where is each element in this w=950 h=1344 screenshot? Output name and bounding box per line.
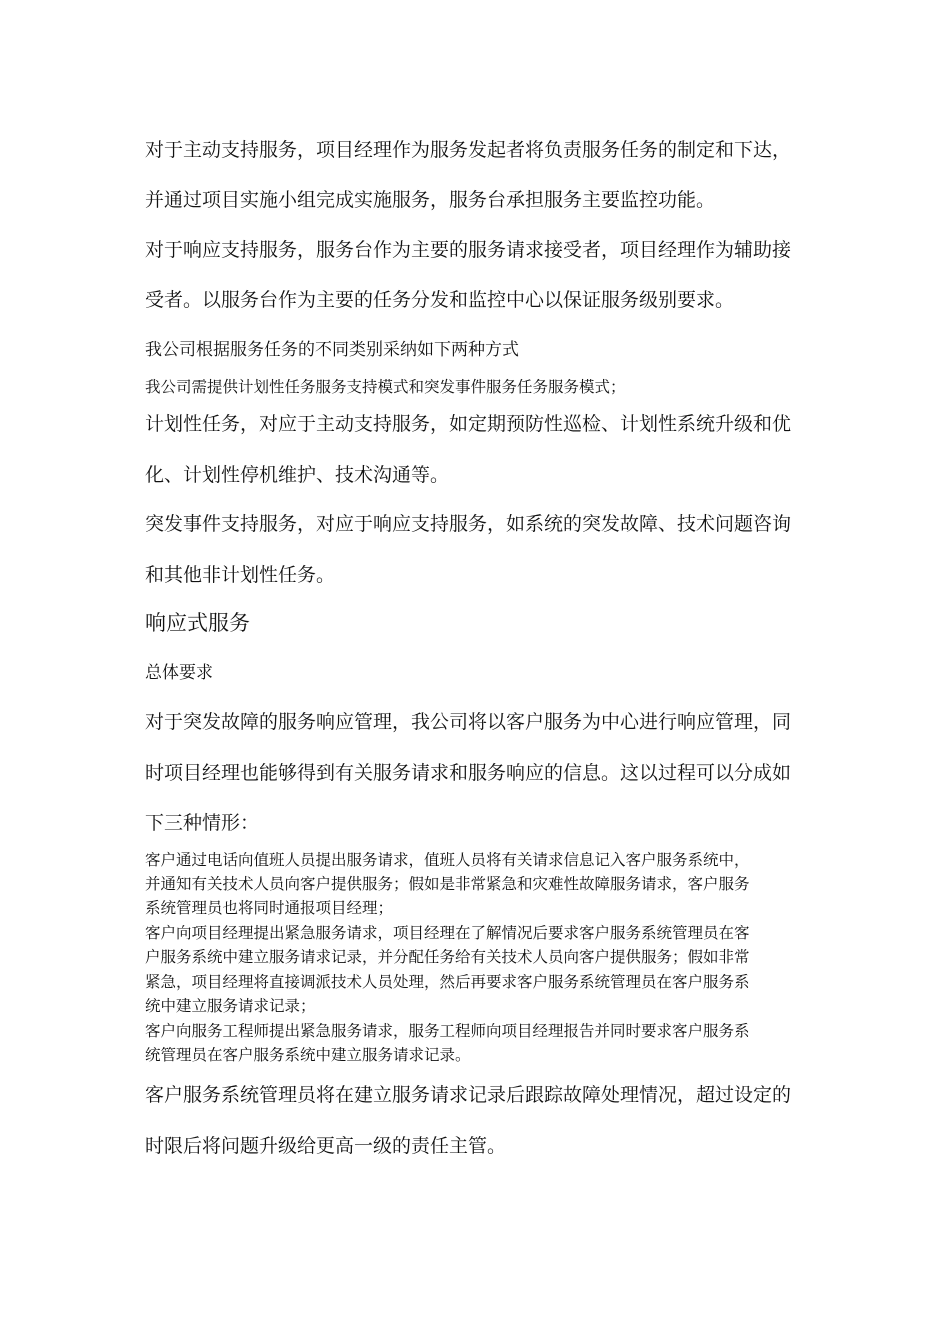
- text-line: 我公司根据服务任务的不同类别采纳如下两种方式: [145, 340, 519, 360]
- text-line: 时项目经理也能够得到有关服务请求和服务响应的信息。这以过程可以分成如: [145, 762, 792, 784]
- subsection-heading: 总体要求: [145, 663, 213, 683]
- list-item-line: 客户向服务工程师提出紧急服务请求，服务工程师向项目经理报告并同时要求客户服务系: [145, 1022, 750, 1040]
- text-line: 和其他非计划性任务。: [145, 564, 336, 586]
- text-line: 突发事件支持服务，对应于响应支持服务，如系统的突发故障、技术问题咨询: [145, 513, 792, 535]
- list-item-line: 统管理员在客户服务系统中建立服务请求记录。: [145, 1046, 471, 1064]
- section-heading: 响应式服务: [145, 611, 250, 635]
- list-item-line: 统中建立服务请求记录；: [145, 997, 316, 1015]
- text-line: 计划性任务，对应于主动支持服务，如定期预防性巡检、计划性系统升级和优: [145, 413, 792, 435]
- text-line: 对于主动支持服务，项目经理作为服务发起者将负责服务任务的制定和下达，: [145, 139, 792, 161]
- text-line: 对于响应支持服务，服务台作为主要的服务请求接受者，项目经理作为辅助接: [145, 239, 792, 261]
- text-line: 对于突发故障的服务响应管理，我公司将以客户服务为中心进行响应管理，同: [145, 711, 792, 733]
- list-item-line: 客户向项目经理提出紧急服务请求，项目经理在了解情况后要求客户服务系统管理员在客: [145, 924, 750, 942]
- text-line: 时限后将问题升级给更高一级的责任主管。: [145, 1135, 507, 1157]
- text-line: 化、计划性停机维护、技术沟通等。: [145, 464, 450, 486]
- text-line: 并通过项目实施小组完成实施服务，服务台承担服务主要监控功能。: [145, 189, 716, 211]
- text-line: 客户服务系统管理员将在建立服务请求记录后跟踪故障处理情况，超过设定的: [145, 1084, 792, 1106]
- list-item-line: 户服务系统中建立服务请求记录，并分配任务给有关技术人员向客户提供服务；假如非常: [145, 948, 750, 966]
- list-item-line: 客户通过电话向值班人员提出服务请求，值班人员将有关请求信息记入客户服务系统中，: [145, 851, 750, 869]
- text-line: 受者。以服务台作为主要的任务分发和监控中心以保证服务级别要求。: [145, 289, 735, 311]
- list-item-line: 并通知有关技术人员向客户提供服务；假如是非常紧急和灾难性故障服务请求，客户服务: [145, 875, 750, 893]
- text-line: 我公司需提供计划性任务服务支持模式和突发事件服务任务服务模式；: [145, 378, 626, 396]
- text-line: 下三种情形：: [145, 812, 260, 834]
- list-item-line: 系统管理员也将同时通报项目经理；: [145, 899, 394, 917]
- list-item-line: 紧急，项目经理将直接调派技术人员处理，然后再要求客户服务系统管理员在客户服务系: [145, 973, 750, 991]
